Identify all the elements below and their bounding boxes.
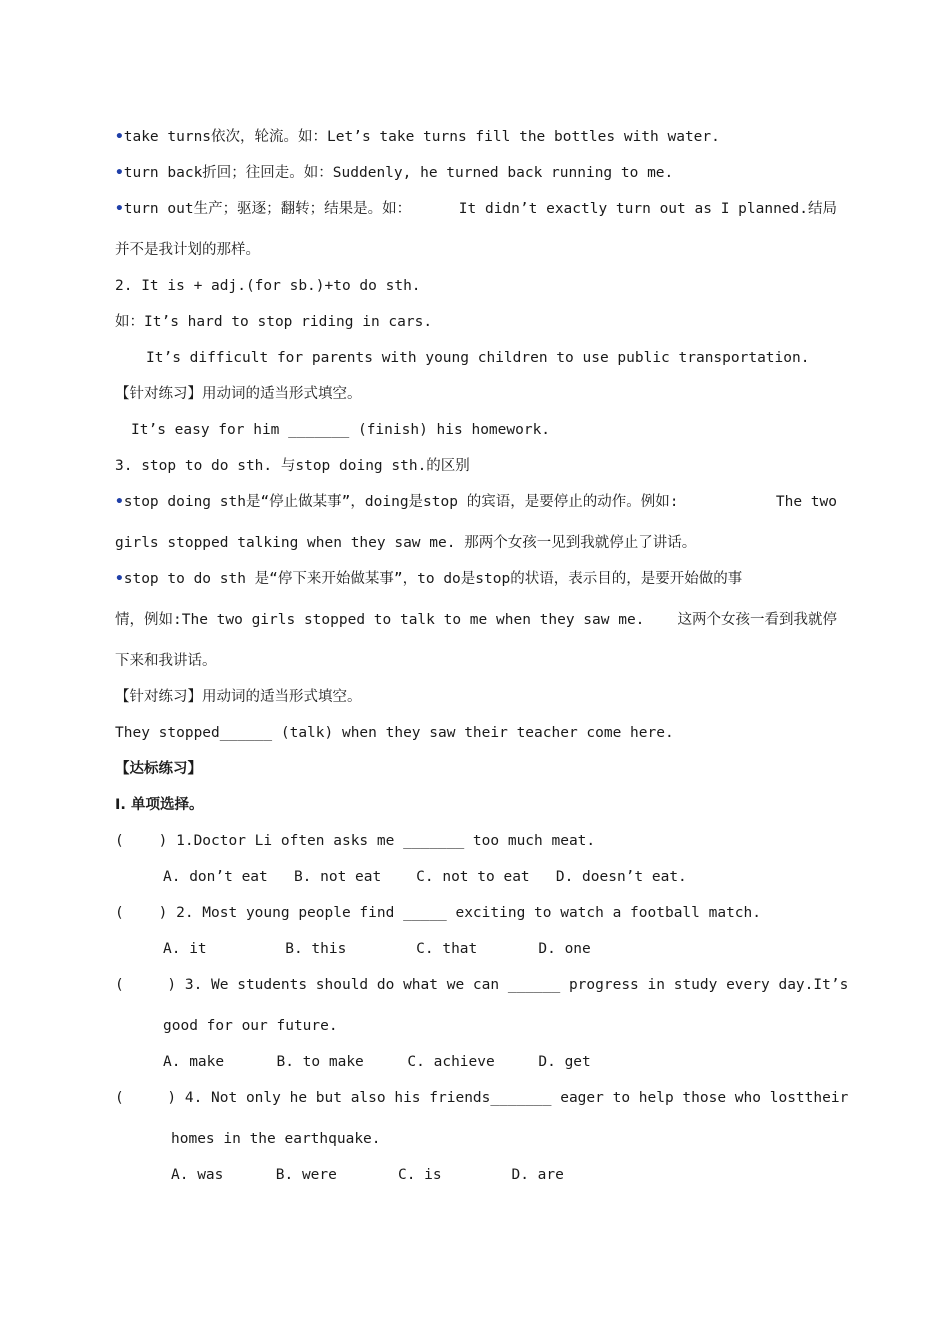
line-text: 情，例如:The two girls stopped to talk to me when they saw me. bbox=[115, 612, 645, 628]
bullet-mark: • bbox=[115, 571, 124, 587]
line-text: take turns依次，轮流。如：Let’s take turns fill the bottles with water. bbox=[123, 129, 720, 145]
line-text: turn back折回；往回走。如：Suddenly, he turned back running to me. bbox=[123, 165, 674, 181]
question-1: ( ) 1.Doctor Li often asks me _______ too much meat. bbox=[115, 833, 596, 849]
line-text-end: It didn’t exactly turn out as I planned.结局 bbox=[458, 201, 837, 217]
question-3 bbox=[115, 975, 849, 995]
line-text: stop to do sth 是“停下来开始做某事”，to do是stop的状语，表示目的，是要开始做的事 bbox=[123, 571, 743, 587]
line-text: stop doing sth是“停止做某事”，doing是stop 的宾语，是要停止的动作。例如: bbox=[123, 494, 679, 510]
bullet-mark: • bbox=[115, 494, 124, 510]
question-2-options: A. it B. this C. that D. one bbox=[163, 941, 591, 957]
line-text-end: their bbox=[804, 1090, 849, 1106]
question-3-options: A. make B. to make C. achieve D. get bbox=[163, 1054, 591, 1070]
bullet-take-turns bbox=[115, 127, 720, 147]
practice-question: It’s easy for him _______ (finish) his homework. bbox=[131, 422, 551, 438]
line-text: ( ) 4. Not only he but also his friends_______ eager to help those who lost bbox=[115, 1090, 805, 1106]
exercise-part-heading: I. 单项选择。 bbox=[115, 797, 204, 813]
question-4 bbox=[115, 1088, 849, 1108]
line-text: ( ) 3. We students should do what we can ______ progress in study every day. bbox=[115, 977, 814, 993]
heading-stop-to-do: 3. stop to do sth. 与stop doing sth.的区别 bbox=[115, 458, 470, 474]
bullet-turn-back bbox=[115, 163, 673, 183]
exercise-title: 【达标练习】 bbox=[115, 761, 202, 777]
practice-title: 【针对练习】用动词的适当形式填空。 bbox=[115, 386, 362, 402]
example-line: 如：It’s hard to stop riding in cars. bbox=[115, 314, 433, 330]
line-text-end: The two bbox=[775, 494, 837, 510]
practice-title: 【针对练习】用动词的适当形式填空。 bbox=[115, 689, 362, 705]
line-text-end: It’s bbox=[813, 977, 849, 993]
heading-it-is-adj: 2. It is + adj.(for sb.)+to do sth. bbox=[115, 278, 421, 294]
question-4-cont: homes in the earthquake. bbox=[171, 1131, 381, 1147]
question-1-options: A. don’t eat B. not eat C. not to eat D. doesn’t eat. bbox=[163, 869, 687, 885]
paragraph-line bbox=[115, 610, 837, 630]
example-line: It’s difficult for parents with young children to use public transportation. bbox=[146, 350, 810, 366]
bullet-turn-out-cont: 并不是我计划的那样。 bbox=[115, 242, 260, 258]
bullet-mark: • bbox=[115, 201, 124, 217]
line-text: turn out生产；驱逐；翻转；结果是。如： bbox=[123, 201, 412, 217]
paragraph-line: girls stopped talking when they saw me. 那两个女孩一见到我就停止了讲话。 bbox=[115, 535, 697, 551]
practice-question: They stopped______ (talk) when they saw their teacher come here. bbox=[115, 725, 674, 741]
bullet-stop-to-do bbox=[115, 569, 742, 589]
question-4-options: A. was B. were C. is D. are bbox=[171, 1167, 564, 1183]
line-text-end: 这两个女孩一看到我就停 bbox=[677, 612, 837, 628]
paragraph-line: 下来和我讲话。 bbox=[115, 653, 217, 669]
question-3-cont: good for our future. bbox=[163, 1018, 338, 1034]
bullet-mark: • bbox=[115, 165, 124, 181]
bullet-turn-out bbox=[115, 199, 837, 219]
question-2: ( ) 2. Most young people find _____ exciting to watch a football match. bbox=[115, 905, 762, 921]
bullet-stop-doing bbox=[115, 492, 837, 512]
bullet-mark: • bbox=[115, 129, 124, 145]
